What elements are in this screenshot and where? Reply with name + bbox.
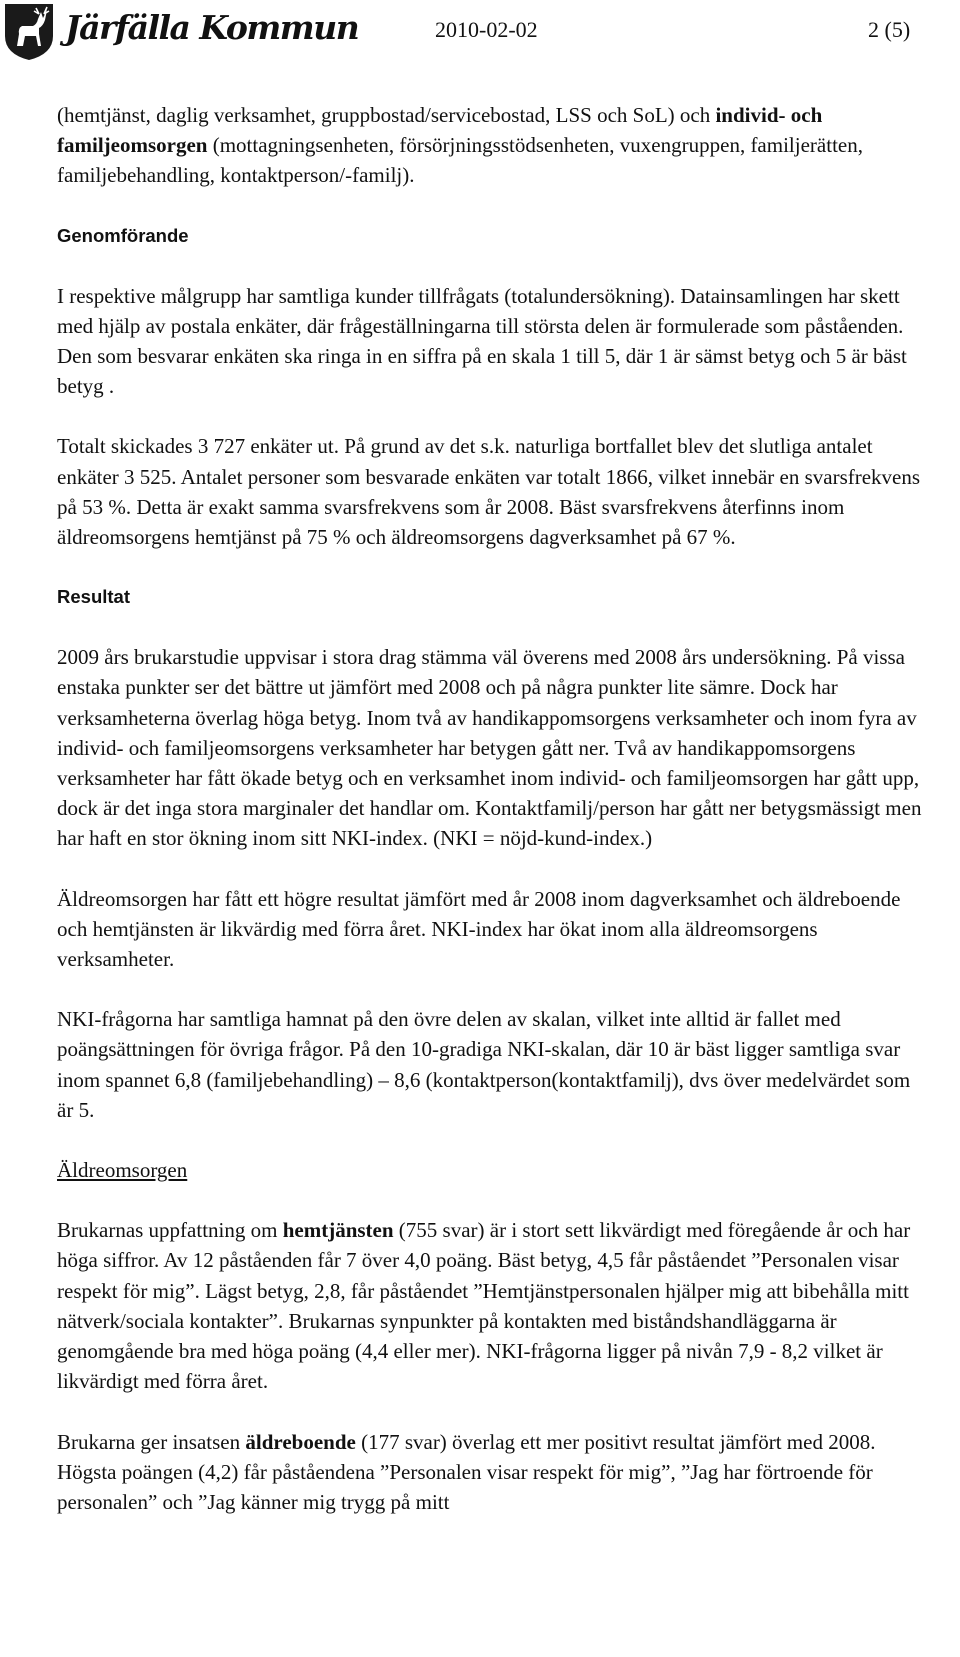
document-date: 2010-02-02 — [435, 17, 538, 42]
bold-term: individ- och familjeomsorgen — [57, 103, 823, 158]
paragraph: 2009 års brukarstudie uppvisar i stora drag stämma väl överens med 2008 års undersökning. På vissa enstaka punkter ser det bättre ut jämfört med 2008 och på några punkter lite sämre. Dock har verksamheterna överlag höga betyg. Inom två av handikappomsorgens verksamheter och inom fyra av individ- och familjeomsorgens verksamheter har betygen gått ner. Två av handikappomsorgens verksamheter har fått ökade betyg och en verksamhet inom individ- och familjeomsorgen har gått upp, dock är det inga stora marginaler det handlar om. Kontaktfamilj/person har gått ner betygsmässigt men har haft en stor ökning inom sitt NKI-index. (NKI = nöjd-kund-index.) — [57, 645, 922, 851]
paragraph: Äldreomsorgen har fått ett högre resultat jämfört med år 2008 inom dagverksamhet och äldreboende och hemtjänsten är likvärdig med förra året. NKI-index har ökat inom alla äldreomsorgens verksamheter. — [57, 886, 901, 972]
paragraph: I respektive målgrupp har samtliga kunder tillfrågats (totalundersökning). Datainsamlingen har skett med hjälp av postala enkäter, där frågeställningarna till största delen är formulerade som påståenden. Den som besvarar enkäten ska ringa in en siffra på en skala 1 till 5, där 1 är sämst betyg och 5 är bäst betyg . — [57, 283, 907, 399]
paragraph: Brukarnas uppfattning om hemtjänsten (755 svar) är i stort sett likvärdigt med föregående år och har höga siffror. Av 12 påståenden får 7 över 4,0 poäng. Bäst betyg, 4,5 får påståendet ”Personalen visar respekt för mig”. Lägst betyg, 2,8, får påståendet ”Hemtjänstpersonalen hjälper mig att bibehålla mitt nätverk/sociala kontakter”. Brukarnas synpunkter på kontakten med biståndshandläggarna är genomgående bra med höga poäng (4,4 eller mer). NKI-frågorna ligger på nivån 7,9 - 8,2 vilket är likvärdigt med förra året. — [57, 1218, 911, 1394]
municipality-logo — [3, 2, 359, 64]
paragraph: Brukarna ger insatsen äldreboende (177 svar) överlag ett mer positivt resultat jämfört med 2008. Högsta poängen (4,2) får påståendena ”Personalen visar respekt för mig”, ”Jag har förtroende för personalen” och ”Jag känner mig trygg på mitt — [57, 1429, 876, 1514]
paragraph: (hemtjänst, daglig verksamhet, gruppbostad/servicebostad, LSS och SoL) och individ- och familjeomsorgen (mottagningsenheten, försörjningsstödsenheten, vuxengruppen, familjerätten, familjebehandling, kontaktperson/-familj). — [57, 103, 863, 188]
bold-term: hemtjänsten — [282, 1218, 394, 1243]
section-heading-resultat: Resultat — [57, 586, 130, 608]
document-body — [57, 100, 927, 1517]
section-heading-genomforande: Genomförande — [57, 224, 189, 246]
section-heading-aldreomsorgen: Äldreomsorgen — [57, 1158, 188, 1183]
reindeer-crest-icon — [3, 2, 55, 62]
paragraph: NKI-frågorna har samtliga hamnat på den övre delen av skalan, vilket inte alltid är fallet med poängsättningen för övriga frågor. På den 10-gradiga NKI-skalan, där 10 är bäst ligger samtliga svar inom spannet 6,8 (familjebehandling) – 8,6 (kontaktperson(kontaktfamilj), dvs över medelvärdet som är 5. — [57, 1007, 911, 1122]
page-number: 2 (5) — [868, 17, 911, 42]
bold-term: äldreboende — [245, 1429, 356, 1454]
paragraph: Totalt skickades 3 727 enkäter ut. På grund av det s.k. naturliga bortfallet blev det slutliga antalet enkäter 3 525. Antalet personer som besvarade enkäten var totalt 1866, vilket innebär en svarsfrekvens på 53 %. Detta är exakt samma svarsfrekvens som år 2008. Bäst svarsfrekvens återfinns inom äldreomsorgens hemtjänst på 75 % och äldreomsorgens dagverksamhet på 67 %. — [57, 434, 921, 550]
municipality-wordmark: Järfälla Kommun — [65, 8, 359, 47]
